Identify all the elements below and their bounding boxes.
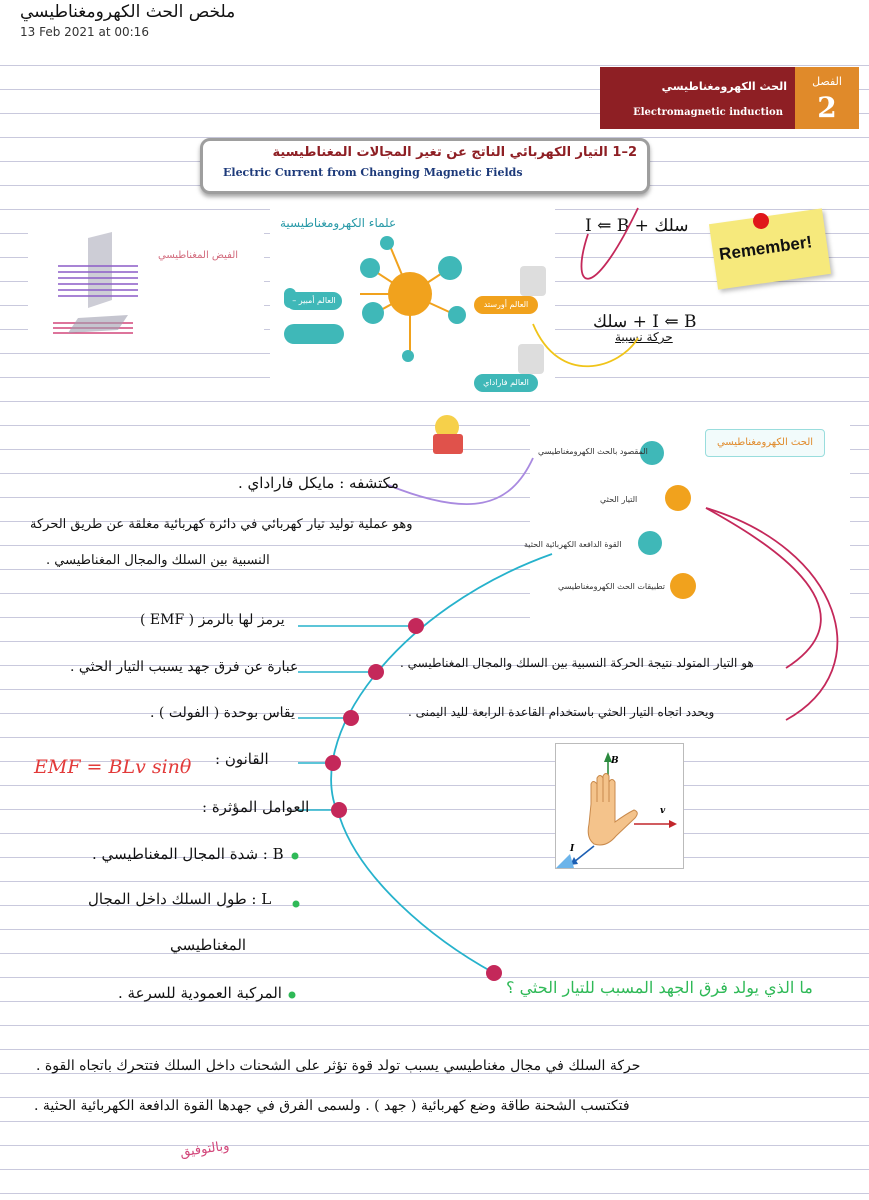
rhr-v-label: v [660,806,666,816]
bullet-dot [293,901,300,908]
node-dot [325,755,341,771]
remember-label: Remember! [717,232,814,265]
right-hand-rule-figure [555,743,684,869]
chapter-title-en: Electromagnetic induction [633,107,783,118]
relation-2: I ⇐ B + سلك [593,312,697,332]
factor-v: المركبة العمودية للسرعة . [118,984,282,1002]
definition-line-1: وهو عملية توليد تيار كهربائي في دائرة كهربائية مغلقة عن طريق الحركة [30,517,413,532]
section-title-ar: 2–1 التيار الكهربائي الناتج عن تغير المجالات المغناطيسية [272,145,637,160]
question-note: ما الذي يولد فرق الجهد المسبب للتيار الحثي ؟ [506,978,813,997]
emf-formula: EMF = BLv sinθ [34,756,192,778]
emf-unit-note: يقاس بوحدة ( الفولت ) . [150,705,295,721]
topics-header-label: الحث الكهرومغناطيسي [716,437,814,448]
chapter-label: الفصل [812,75,842,88]
emf-symbol-note: يرمز لها بالرمز ( EMF ) [140,612,285,628]
scientist-faraday-label: العالم فاراداي [483,378,529,387]
topic-3: القوة الدافعة الكهربائية الحثية [524,540,622,549]
factor-l-cont: المغناطيسي [170,936,247,954]
node-dot [368,664,384,680]
discoverer-note: مكتشفه : مايكل فاراداي . [238,474,399,492]
closing-note: وبالتوفيق [179,1138,231,1161]
scientist-ampere-faraday-label: العالم أمبير – فاراداي [292,296,336,323]
scientists-heading: علماء الكهرومغناطيسية [280,216,397,230]
scientist-oersted-label: العالم أورستد [483,300,529,309]
chapter-title-ar: الحث الكهرومغناطيسي [661,80,787,93]
rhr-i-label: I [570,844,575,854]
node-dot [486,965,502,981]
bullet-dot [292,853,299,860]
answer-line-2: فتكتسب الشحنة طاقة وضع كهربائية ( جهد ) . ولسمى الفرق في جهدها القوة الدافعة الكهربائية الحثية . [34,1098,630,1114]
note-page[interactable] [0,48,869,1200]
factors-note: العوامل المؤثرة : [202,798,310,816]
answer-line-1: حركة السلك في مجال مغناطيسي يسبب تولد قوة تؤثر على الشحنات داخل السلك فتتحرك باتجاه القوة . [36,1058,641,1074]
node-dot [408,618,424,634]
factor-l: L : طول السلك داخل المجال [88,890,272,908]
note-date: 13 Feb 2021 at 00:16 [20,25,149,39]
factor-b: B : شدة المجال المغناطيسي . [92,845,284,863]
induced-current-dir: ويحدد اتجاه التيار الحثي باستخدام القاعدة الرابعة لليد اليمنى . [408,705,715,719]
node-dot [343,710,359,726]
node-dot [331,802,347,818]
relation-2-motion: حركة نسبية [615,330,673,344]
definition-line-2: النسبية بين السلك والمجال المغناطيسي . [46,553,270,568]
rhr-b-label: B [611,756,619,766]
law-note: القانون : [215,750,269,768]
topic-1: المقصود بالحث الكهرومغناطيسي [538,447,648,456]
emf-definition-note: عبارة عن فرق جهد يسبب التيار الحثي . [70,659,299,675]
chapter-number: 2 [817,91,837,124]
relation-1: سلك + I ⇐ B [585,216,689,236]
bullet-dot [289,992,296,999]
note-title[interactable]: ملخص الحث الكهرومغناطيسي [20,2,236,22]
induced-current-def: هو التيار المتولد نتيجة الحركة النسبية بين السلك والمجال المغناطيسي . [400,656,754,670]
topic-4: تطبيقات الحث الكهرومغناطيسي [558,582,666,591]
topic-2: التيار الحثي [600,495,638,504]
connector-curves [0,48,869,1200]
section-title-en: Electric Current from Changing Magnetic Fields [223,166,523,179]
flux-label: الفيض المغناطيسي [158,250,239,261]
